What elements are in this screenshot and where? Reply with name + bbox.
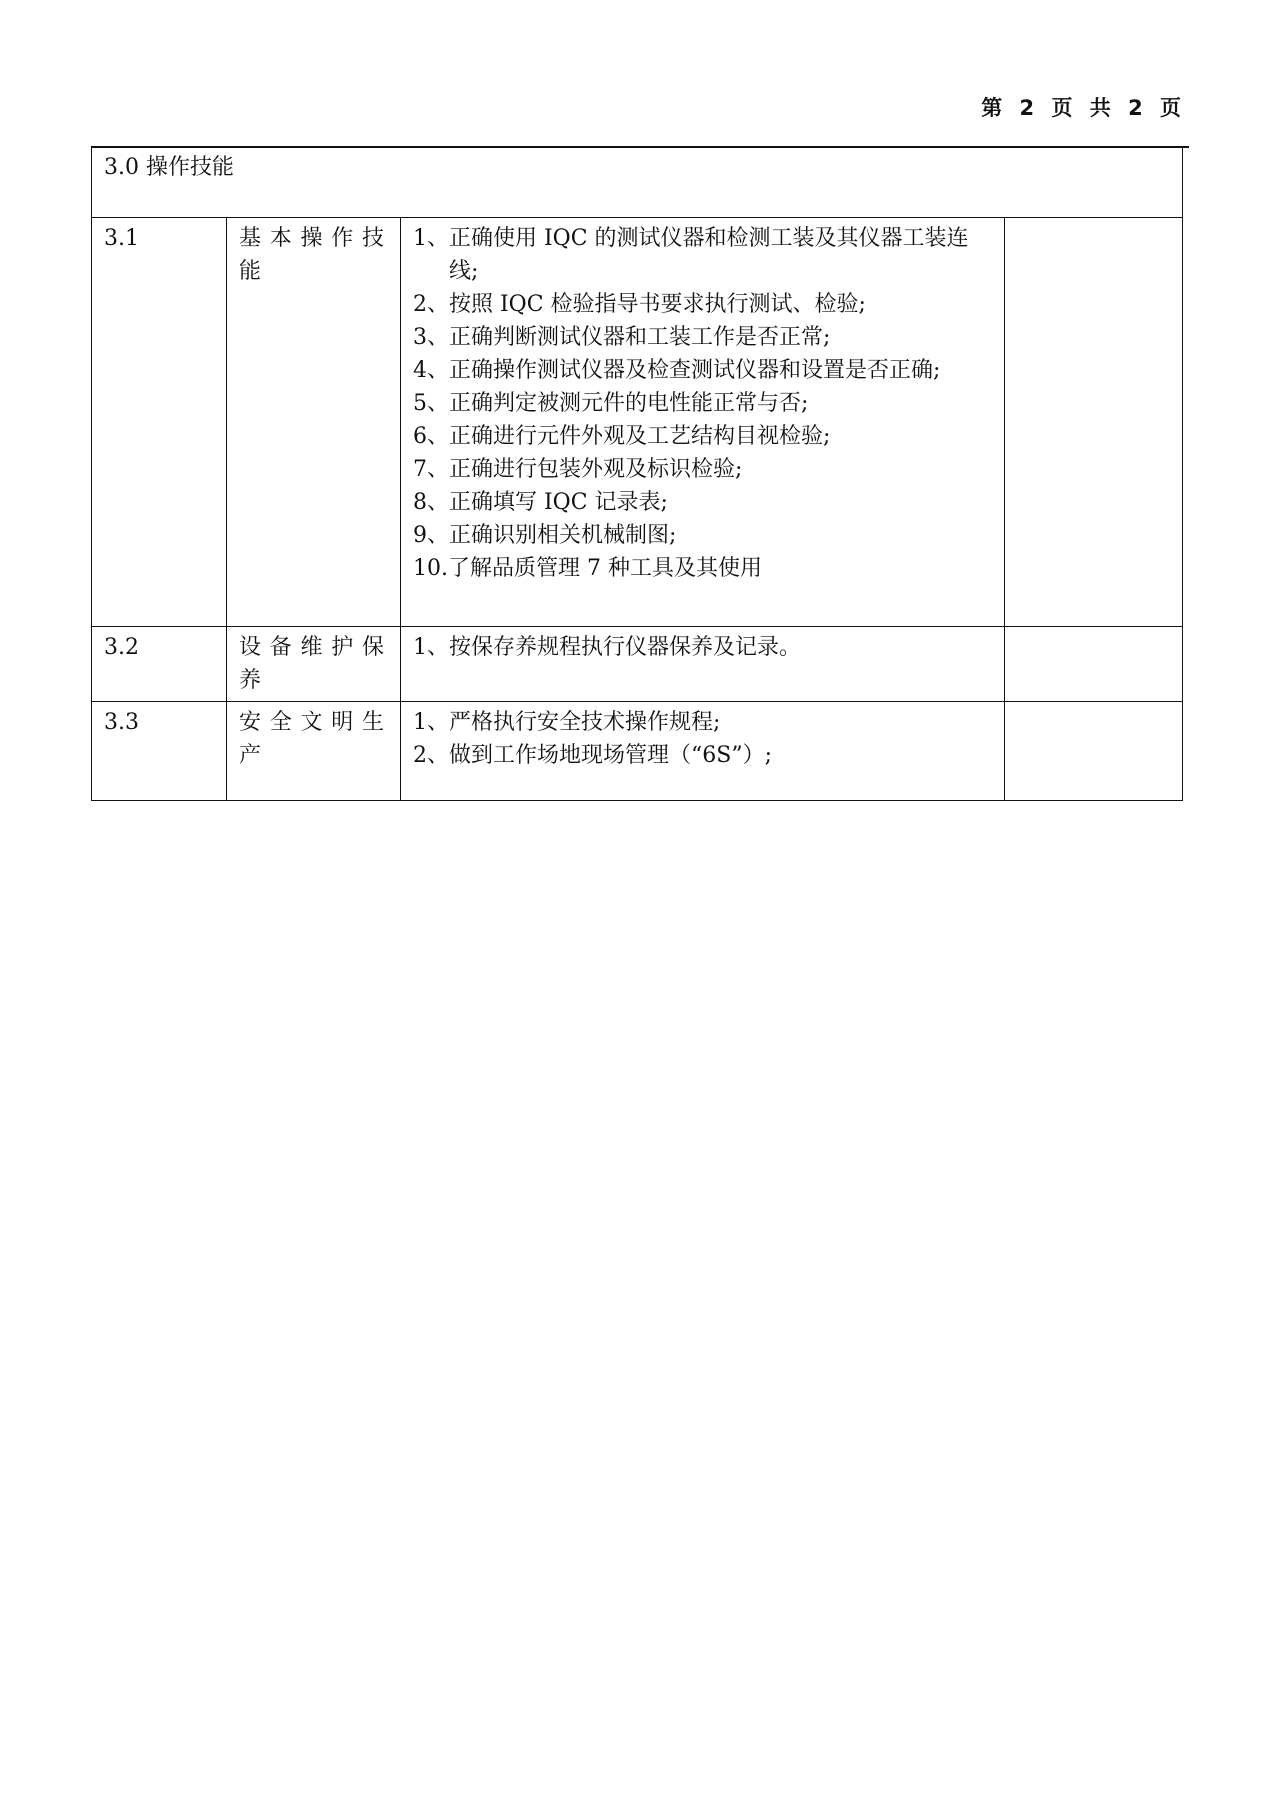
item-number: 5、 bbox=[413, 391, 449, 416]
item-text: 做到工作场地现场管理（“6S”）; bbox=[449, 743, 772, 768]
item-number: 10. bbox=[413, 556, 448, 581]
list-item bbox=[413, 354, 994, 387]
list-item bbox=[413, 321, 994, 354]
item-number: 9、 bbox=[413, 523, 449, 548]
row-code: 3.1 bbox=[92, 218, 227, 627]
item-number: 3、 bbox=[413, 325, 449, 350]
list-item bbox=[413, 739, 994, 772]
row-code: 3.3 bbox=[92, 702, 227, 801]
row-remark bbox=[1005, 702, 1183, 801]
item-number: 4、 bbox=[413, 358, 449, 383]
item-number: 8、 bbox=[413, 490, 449, 515]
item-text: 正确进行元件外观及工艺结构目视检验; bbox=[449, 424, 831, 449]
list-item bbox=[413, 552, 994, 585]
table-row bbox=[92, 702, 1183, 801]
page-number: 第 2 页 共 2 页 bbox=[981, 96, 1183, 120]
table-row bbox=[92, 218, 1183, 627]
section-title: 3.0 操作技能 bbox=[92, 147, 1183, 218]
item-number: 2、 bbox=[413, 743, 449, 768]
row-code: 3.2 bbox=[92, 627, 227, 702]
item-text: 了解品质管理 7 种工具及其使用 bbox=[448, 556, 762, 581]
list-item bbox=[413, 387, 994, 420]
item-number: 1、 bbox=[413, 710, 449, 735]
row-items bbox=[401, 702, 1005, 801]
row-name: 基本操作技能 bbox=[227, 218, 401, 627]
list-item bbox=[413, 222, 994, 288]
item-text: 正确操作测试仪器及检查测试仪器和设置是否正确; bbox=[449, 358, 941, 383]
item-text: 正确判断测试仪器和工装工作是否正常; bbox=[449, 325, 831, 350]
item-text: 严格执行安全技术操作规程; bbox=[449, 710, 721, 735]
list-item bbox=[413, 519, 994, 552]
item-text: 按照 IQC 检验指导书要求执行测试、检验; bbox=[449, 292, 866, 317]
row-remark bbox=[1005, 218, 1183, 627]
item-text: 按保存养规程执行仪器保养及记录。 bbox=[449, 635, 802, 660]
item-text: 正确填写 IQC 记录表; bbox=[449, 490, 668, 515]
item-text: 正确判定被测元件的电性能正常与否; bbox=[449, 391, 809, 416]
item-number: 7、 bbox=[413, 457, 449, 482]
row-items bbox=[401, 627, 1005, 702]
item-number: 2、 bbox=[413, 292, 449, 317]
table-row bbox=[92, 627, 1183, 702]
list-item bbox=[413, 486, 994, 519]
item-number: 1、 bbox=[413, 635, 449, 660]
item-text: 正确使用 IQC 的测试仪器和检测工装及其仪器工装连线; bbox=[449, 226, 969, 284]
section-header-row bbox=[92, 147, 1183, 218]
list-item bbox=[413, 706, 994, 739]
row-items bbox=[401, 218, 1005, 627]
item-text: 正确进行包装外观及标识检验; bbox=[449, 457, 743, 482]
row-name: 设备维护保养 bbox=[227, 627, 401, 702]
list-item bbox=[413, 288, 994, 321]
list-item bbox=[413, 453, 994, 486]
item-number: 6、 bbox=[413, 424, 449, 449]
skills-table bbox=[91, 146, 1183, 801]
item-text: 正确识别相关机械制图; bbox=[449, 523, 677, 548]
list-item bbox=[413, 420, 994, 453]
list-item bbox=[413, 631, 994, 664]
row-name: 安全文明生产 bbox=[227, 702, 401, 801]
item-number: 1、 bbox=[413, 226, 449, 251]
row-remark bbox=[1005, 627, 1183, 702]
